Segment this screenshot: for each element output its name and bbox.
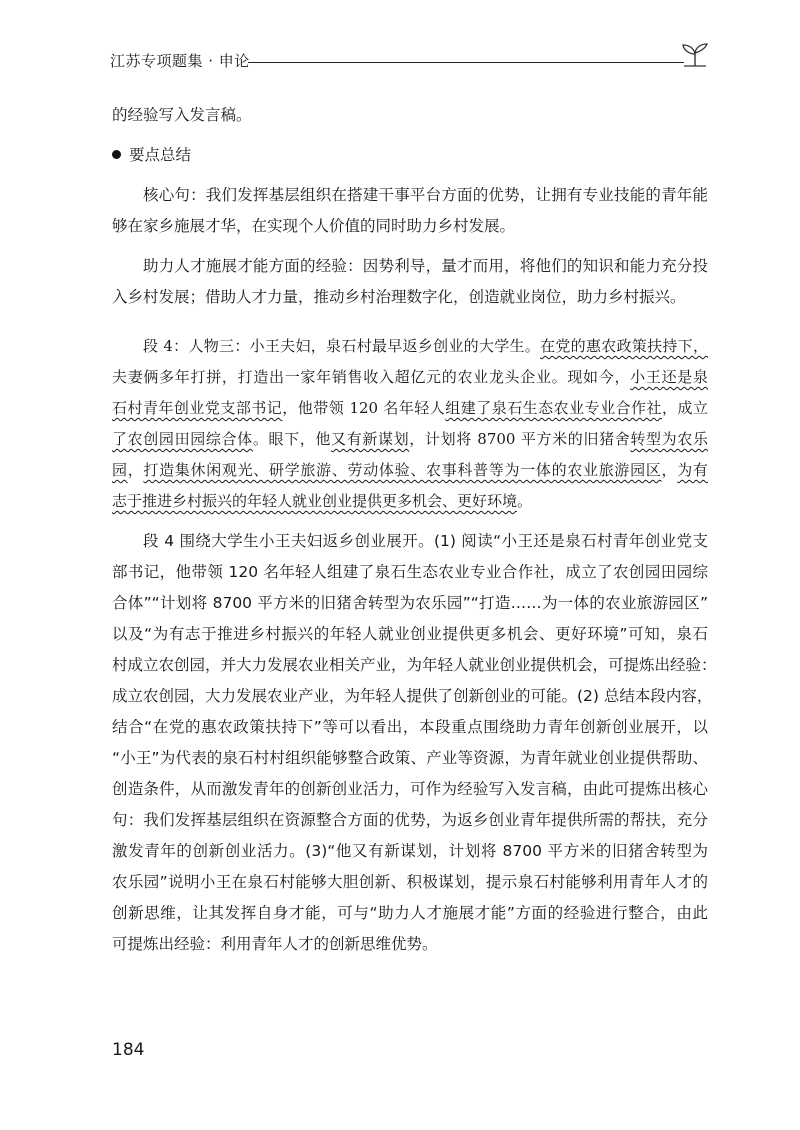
quote-underlined: 转型为农乐 [630, 430, 708, 448]
intro-line: 的经验写入发言稿。 [112, 106, 252, 124]
page-number: 184 [112, 1040, 145, 1060]
quote-text: ， [661, 461, 678, 479]
core-sentence-line: 核心句：我们发挥基层组织在搭建干事平台方面的优势，让拥有专业技能的青年能 [143, 186, 708, 204]
summary-heading-text: 要点总结 [129, 146, 192, 164]
quote-line [112, 331, 708, 362]
quote-underlined: 了农创园田园综合体 [112, 430, 253, 448]
analysis-line: 句：我们发挥基层组织在资源整合方面的优势，为返乡创业青年提供所需的帮扶，充分 [112, 811, 708, 829]
quote-underlined: 在党的惠农政策扶持下， [540, 337, 708, 355]
bullet-icon [112, 150, 121, 159]
summary-heading [84, 140, 708, 171]
quote-text: 夫妻俩多年打拼，打造出一家年销售收入超亿元的农业龙头企业。现如今， [112, 368, 631, 386]
quote-underlined: 园 [112, 461, 128, 479]
core-sentence-line: 够在家乡施展才华，在实现个人价值的同时助力乡村发展。 [112, 217, 516, 235]
quote-text: ， [127, 461, 144, 479]
analysis-line: 以及“为有志于推进乡村振兴的年轻人就业创业提供更多机会、更好环境”可知，泉石 [112, 625, 708, 643]
quote-text: 。眼下，他 [252, 430, 332, 448]
sprout-leaf-icon [680, 42, 710, 68]
quote-text: 段 4：人物三：小王夫妇，泉石村最早返乡创业的大学生。 [143, 337, 541, 355]
header-title: 江苏专项题集 · 申论 [110, 52, 250, 70]
analysis-line: 农乐园”说明小王在泉石村能够大胆创新、积极谋划，提示泉石村能够利用青年人才的 [112, 873, 708, 891]
analysis-line: 村成立农创园，并大力发展农业相关产业，为年轻人就业创业提供机会，可提炼出经验： [112, 656, 717, 674]
quote-line [112, 424, 708, 455]
quote-underlined: 组建了泉石生态农业专业合作社 [445, 399, 663, 417]
experience-line: 入乡村发展；借助人才力量，推动乡村治理数字化，创造就业岗位，助力乡村振兴。 [112, 288, 686, 306]
quote-text: ，他带领 120 名年轻人 [282, 399, 446, 417]
analysis-line: 成立农创园，大力发展农业产业，为年轻人提供了创新创业的可能。(2) 总结本段内容， [112, 687, 713, 705]
quote-underlined: 又有新谋划 [331, 430, 410, 448]
quote-line [112, 393, 708, 424]
analysis-line: 创造条件，从而激发青年的创新创业活力，可作为经验写入发言稿，由此可提炼出核心 [112, 780, 708, 798]
quote-text: 。 [517, 492, 533, 510]
quote-line [112, 455, 708, 486]
analysis-line: 结合“在党的惠农政策扶持下”等可以看出，本段重点围绕助力青年创新创业展开，以 [112, 718, 708, 736]
quote-text: ，成立 [662, 399, 708, 417]
experience-line: 助力人才施展才能方面的经验：因势利导，量才而用，将他们的知识和能力充分投 [143, 257, 708, 275]
page-body [112, 100, 717, 960]
analysis-line: “小王”为代表的泉石村村组织能够整合政策、产业等资源，为青年就业创业提供帮助、 [112, 749, 708, 767]
quote-underlined: 志于推进乡村振兴的年轻人就业创业提供更多机会、更好环境 [112, 492, 518, 510]
quote-underlined: 小王还是泉 [630, 368, 708, 386]
analysis-line: 激发青年的创新创业活力。(3)“他又有新谋划，计划将 8700 平方米的旧猪舍转型为 [112, 842, 708, 860]
quote-underlined: 石村青年创业党支部书记 [112, 399, 283, 417]
analysis-line: 部书记，他带领 120 名年轻人组建了泉石生态农业专业合作社，成立了农创园田园综 [112, 563, 708, 581]
quote-underlined: 为有 [677, 461, 708, 479]
quote-line [112, 362, 708, 393]
quote-line [112, 486, 708, 517]
header-rule [248, 62, 684, 63]
analysis-line: 创新思维，让其发挥自身才能，可与“助力人才施展才能”方面的经验进行整合，由此 [112, 904, 708, 922]
analysis-line: 可提炼出经验：利用青年人才的创新思维优势。 [112, 935, 438, 953]
quote-underlined: 打造集休闲观光、研学旅游、劳动体验、农事科普等为一体的农业旅游园区 [143, 461, 662, 479]
analysis-line: 合体”“计划将 8700 平方米的旧猪舍转型为农乐园”“打造……为一体的农业旅游园区” [112, 594, 708, 612]
quote-text: ，计划将 8700 平方米的旧猪舍 [409, 430, 631, 448]
analysis-line: 段 4 围绕大学生小王夫妇返乡创业展开。(1) 阅读“小王还是泉石村青年创业党支 [143, 532, 708, 550]
running-header [110, 48, 710, 78]
